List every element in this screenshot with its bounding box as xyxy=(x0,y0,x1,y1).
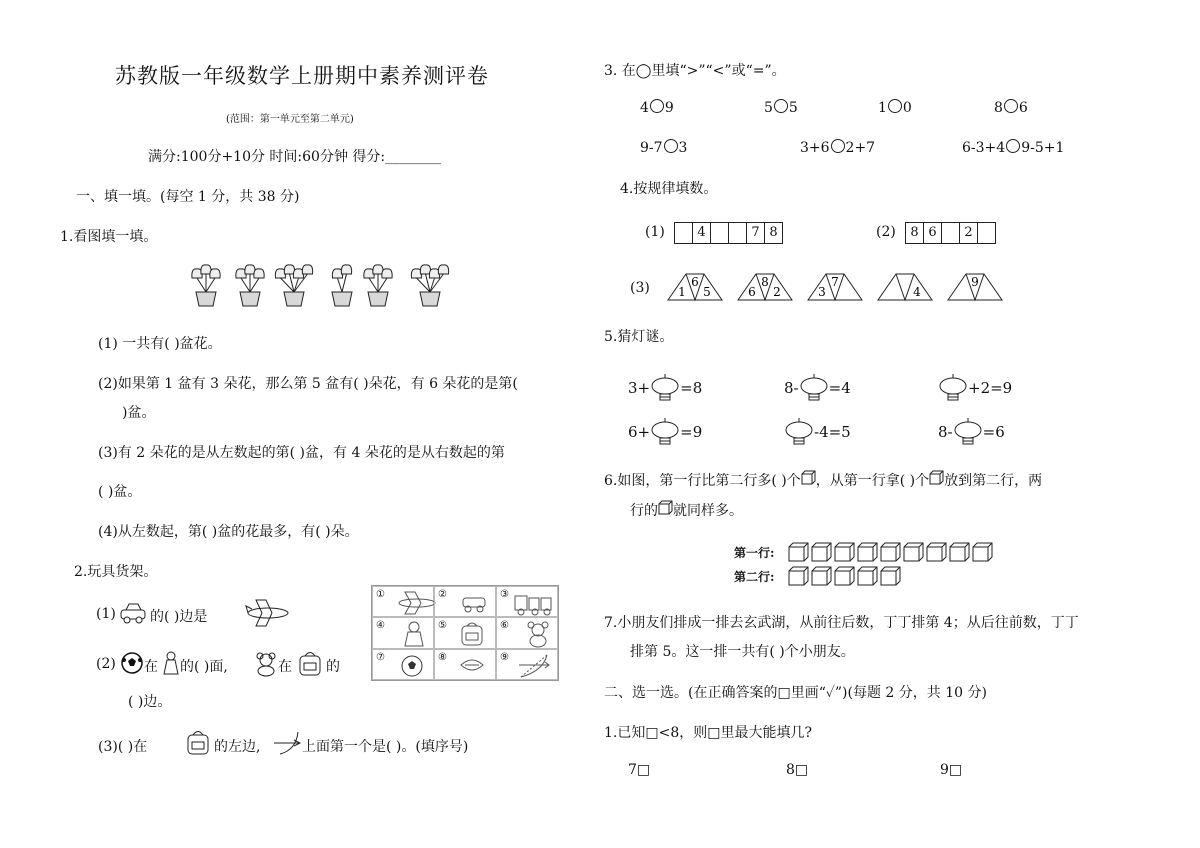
q1-part3a: (3)有 2 朵花的是从左数起的第( )盆，有 4 朵花的是从右数起的第 xyxy=(98,445,505,461)
option-9[interactable]: 9□ xyxy=(940,762,963,778)
triangle-number: 5 xyxy=(703,285,711,299)
flower xyxy=(254,269,264,278)
s2-q1: 1.已知□<8，则□里最大能填几? xyxy=(604,725,812,741)
answer-circle[interactable] xyxy=(1006,139,1020,153)
sequence-box[interactable] xyxy=(675,223,693,243)
cube xyxy=(812,567,831,585)
answer-circle[interactable] xyxy=(831,139,845,153)
cube xyxy=(904,543,923,561)
cube xyxy=(835,543,854,561)
exam-scope: (范围：第一单元至第二单元) xyxy=(226,114,354,125)
lantern-icon[interactable] xyxy=(799,374,829,402)
q4-sequence-1 xyxy=(674,222,783,244)
q3-compare-item: 8 6 xyxy=(994,100,1028,116)
cube xyxy=(881,567,900,585)
flower xyxy=(438,265,448,274)
q3-compare-item: 1 0 xyxy=(878,100,912,116)
cube xyxy=(835,567,854,585)
q2-part2-in1: 在 xyxy=(144,659,158,675)
doll-icon xyxy=(162,650,180,676)
option-8[interactable]: 8□ xyxy=(786,762,809,778)
q5-label: 5.猜灯谜。 xyxy=(604,329,674,345)
q2-part3-suffix: 上面第一个是( )。(填序号) xyxy=(302,739,469,755)
number-triangle xyxy=(738,274,792,300)
q2-label: 2.玩具货架。 xyxy=(74,564,158,580)
flower xyxy=(382,269,392,278)
flower-pot xyxy=(275,265,312,306)
flower-pot xyxy=(364,265,392,306)
sequence-box[interactable]: 4 xyxy=(693,223,711,243)
q1-part4: (4)从左数起，第( )盆的花最多，有( )朵。 xyxy=(98,524,359,540)
number-triangle xyxy=(808,274,862,300)
number-triangle xyxy=(948,274,1002,300)
cube xyxy=(858,567,877,585)
sequence-box[interactable]: 8 xyxy=(906,223,924,243)
triangle-number: 4 xyxy=(913,285,921,299)
q2-part2-prefix: (2) xyxy=(96,656,116,672)
q2-part2-side: ( )边。 xyxy=(128,694,172,710)
lantern-equation: 6+ =9 xyxy=(628,418,702,446)
q3-compare-item: 4 9 xyxy=(640,100,674,116)
number-triangle xyxy=(668,274,722,300)
teddy-bear-icon xyxy=(254,651,278,677)
sequence-box[interactable]: 6 xyxy=(924,223,942,243)
lantern-equation: +2=9 xyxy=(938,374,1012,402)
q6-line1: 6.如图，第一行比第二行多( )个 ，从第一行拿( )个 放到第二行，两 xyxy=(604,470,1042,490)
sequence-box[interactable] xyxy=(978,223,995,243)
cube-row-1 xyxy=(788,542,1003,562)
cube-row2-label: 第二行: xyxy=(734,570,775,584)
cube xyxy=(812,543,831,561)
flower xyxy=(210,269,220,278)
triangle-number: 7 xyxy=(831,275,839,289)
q3-compare-item: 9-7 3 xyxy=(640,140,688,156)
sequence-box[interactable] xyxy=(729,223,747,243)
flower xyxy=(302,265,312,274)
q2-part3-prefix: (3)( )在 xyxy=(98,739,148,755)
section1-heading: 一、填一填。(每空 1 分，共 38 分) xyxy=(76,189,300,205)
cube xyxy=(950,543,969,561)
q3-compare-item: 6-3+4 9-5+1 xyxy=(962,140,1065,156)
cube-icon xyxy=(801,470,816,485)
sequence-box[interactable]: 7 xyxy=(747,223,765,243)
lantern-icon[interactable] xyxy=(650,374,680,402)
shelf-cell: ⑥ xyxy=(496,617,558,648)
soccer-ball-icon xyxy=(120,651,144,675)
airplane-icon xyxy=(244,598,292,628)
cube-icon xyxy=(658,500,673,515)
backpack-icon xyxy=(296,649,324,677)
lantern-equation: 3+ =8 xyxy=(628,374,702,402)
q4-seq1-label: (1) xyxy=(645,224,665,240)
cube-row1-label: 第一行: xyxy=(734,546,775,560)
lantern-icon[interactable] xyxy=(938,374,968,402)
shelf-cell: ③ xyxy=(496,586,558,617)
flower-pot xyxy=(411,265,448,306)
q2-part1-prefix: (1) xyxy=(96,606,116,622)
q3-label: 3. 在◯里填“>”“<”或“=”。 xyxy=(604,63,786,79)
q4-label: 4.按规律填数。 xyxy=(620,181,718,197)
q1-part1: (1) 一共有( )盆花。 xyxy=(98,336,222,352)
flower-pots-image xyxy=(186,262,451,308)
q1-part2a: (2)如果第 1 盆有 3 朵花，那么第 5 盆有( )朵花，有 6 朵花的是第( xyxy=(98,376,518,392)
cube-row-2 xyxy=(788,566,1003,586)
q3-compare-item: 3+6 2+7 xyxy=(800,140,876,156)
lantern-equation: -4=5 xyxy=(784,418,851,446)
q4-seq2-label: (2) xyxy=(876,224,896,240)
q4-seq3-label: (3) xyxy=(630,280,650,296)
q7-line1: 7.小朋友们排成一排去玄武湖，从前往后数，丁丁排第 4；从后往前数，丁丁 xyxy=(604,615,1079,631)
q4-triangles xyxy=(666,272,1046,304)
q1-part3b: ( )盆。 xyxy=(98,484,142,500)
shelf-cell: ⑤ xyxy=(434,617,496,648)
section2-heading: 二、选一选。(在正确答案的□里画“✓”)(每题 2 分，共 10 分) xyxy=(604,685,987,701)
triangle-number: 6 xyxy=(691,275,699,289)
q1-label: 1.看图填一填。 xyxy=(60,229,158,245)
triangle-number: 6 xyxy=(748,285,756,299)
triangle-number: 2 xyxy=(773,285,781,299)
q2-part3-left: 的左边, xyxy=(214,739,261,755)
triangle-number: 9 xyxy=(971,275,979,289)
answer-circle[interactable] xyxy=(774,99,788,113)
q2-part2-of: 的 xyxy=(326,659,340,675)
q3-compare-item: 5 5 xyxy=(764,100,798,116)
cube xyxy=(927,543,946,561)
triangle-number: 1 xyxy=(678,285,686,299)
answer-circle[interactable] xyxy=(650,99,664,113)
answer-circle[interactable] xyxy=(664,139,678,153)
number-triangle xyxy=(878,274,932,300)
exam-meta: 满分:100分+10分 时间:60分钟 得分:________ xyxy=(148,149,442,165)
lantern-icon[interactable] xyxy=(650,418,680,446)
cube xyxy=(858,543,877,561)
sequence-box[interactable]: 2 xyxy=(960,223,978,243)
backpack-icon xyxy=(184,728,212,756)
flower-pot xyxy=(332,265,352,306)
q1-part2b: )盆。 xyxy=(122,405,156,421)
bow-arrow-icon xyxy=(272,730,302,756)
page-title: 苏教版一年级数学上册期中素养测评卷 xyxy=(115,64,489,88)
sequence-box[interactable] xyxy=(942,223,960,243)
q2-part1-suffix: 的( )边是 xyxy=(150,609,208,625)
cube xyxy=(789,567,808,585)
answer-circle[interactable] xyxy=(1004,99,1018,113)
shelf-cell: ⑦ xyxy=(372,649,434,680)
lantern-equation: 8- =4 xyxy=(784,374,851,402)
sequence-box[interactable]: 8 xyxy=(769,225,778,240)
toy-shelf-grid xyxy=(371,585,559,681)
q7-line2: 排第 5。这一排一共有( )个小朋友。 xyxy=(630,644,855,660)
lantern-icon[interactable] xyxy=(784,418,814,446)
cube xyxy=(881,543,900,561)
lantern-icon[interactable] xyxy=(953,418,983,446)
flower-pot xyxy=(192,265,220,306)
shelf-cell: ⑧ xyxy=(434,649,496,680)
q6-line2: 行的 就同样多。 xyxy=(630,500,743,520)
shelf-cell: ② xyxy=(434,586,496,617)
triangle-number: 8 xyxy=(761,275,769,289)
lantern-equation: 8- =6 xyxy=(938,418,1005,446)
shelf-cell: ⑨ xyxy=(496,649,558,680)
flower xyxy=(341,265,351,274)
car-icon xyxy=(118,600,148,626)
cube xyxy=(973,543,992,561)
sequence-box[interactable] xyxy=(711,223,729,243)
answer-circle[interactable] xyxy=(888,99,902,113)
triangle-number: 3 xyxy=(818,285,826,299)
option-7[interactable]: 7□ xyxy=(628,762,651,778)
q2-part2-in2: 在 xyxy=(278,659,292,675)
cube xyxy=(789,543,808,561)
flower-pot xyxy=(236,265,264,306)
shelf-cell: ① xyxy=(372,586,434,617)
q4-sequence-2 xyxy=(905,222,996,244)
q2-part2-face: 的( )面, xyxy=(180,659,228,675)
shelf-cell: ④ xyxy=(372,617,434,648)
cube-icon xyxy=(929,470,944,485)
